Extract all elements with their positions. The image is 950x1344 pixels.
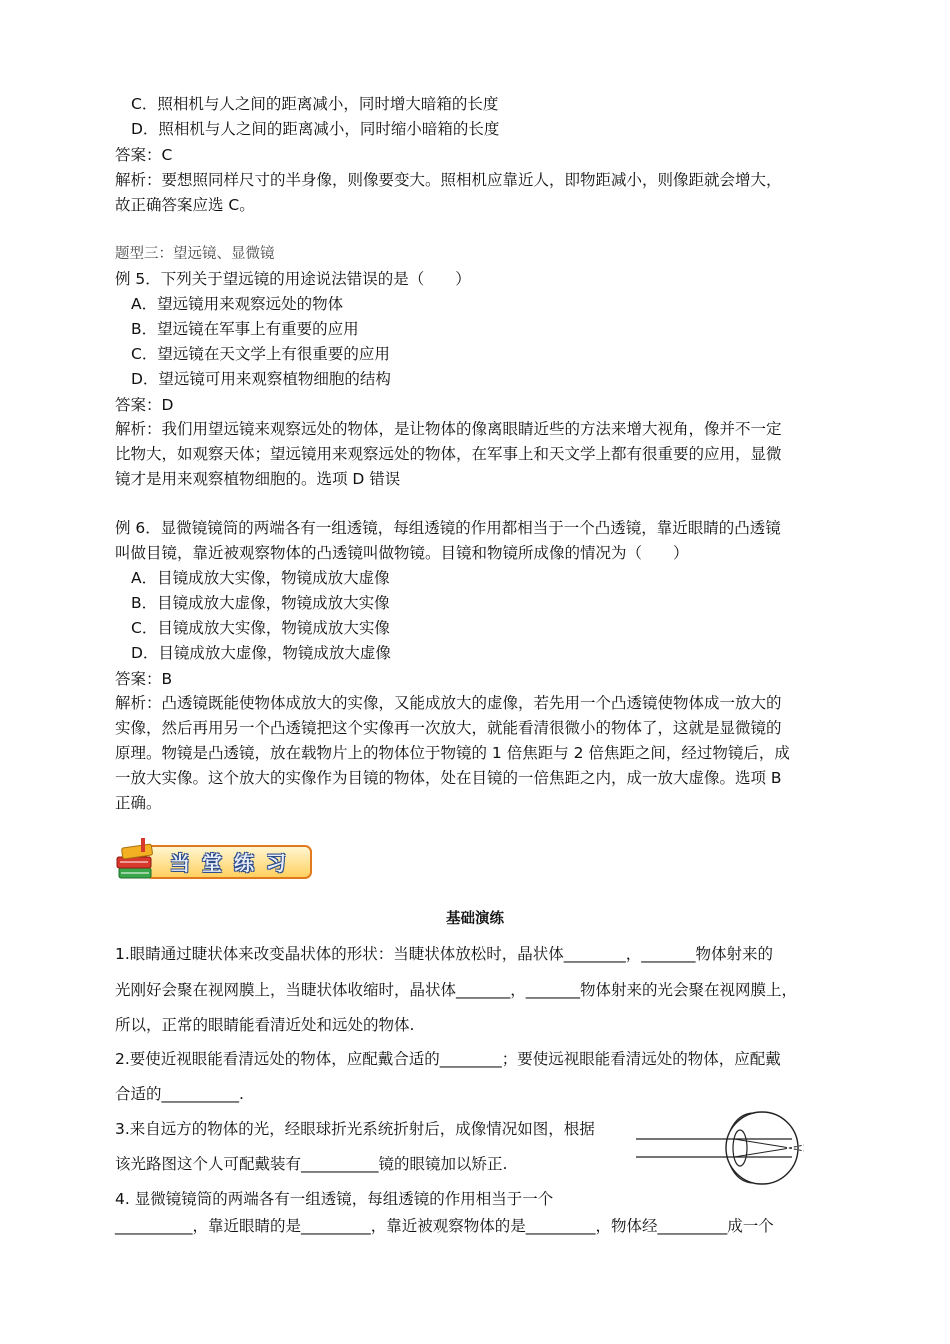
question-1-cont: 光刚好会聚在视网膜上，当睫状体收缩时，晶状体_______，_______物体射来的光会聚在视网膜上， xyxy=(115,981,798,999)
analysis-line: 镜才是用来观察植物细胞的。选项 D 错误 xyxy=(115,470,401,488)
analysis-line: 故正确答案应选 C。 xyxy=(115,196,255,214)
option-a: A．目镜成放大实像，物镜成放大虚像 xyxy=(131,569,390,587)
question-1: 1.眼睛通过睫状体来改变晶状体的形状：当睫状体放松时，晶状体________，_______物体射来的 xyxy=(115,945,774,963)
practice-banner xyxy=(115,836,311,886)
analysis-line: 正确。 xyxy=(115,794,162,812)
analysis-line: 实像，然后再用另一个凸透镜把这个实像再一次放大，就能看清很微小的物体了，这就是显微镜的 xyxy=(115,719,782,737)
example-stem: 例 6．显微镜镜筒的两端各有一组透镜，每组透镜的作用都相当于一个凸透镜，靠近眼睛的凸透镜 xyxy=(115,519,781,537)
analysis-line: 解析：我们用望远镜来观察远处的物体，是让物体的像离眼睛近些的方法来增大视角，像并不一定 xyxy=(115,420,782,438)
option-d: D．望远镜可用来观察植物细胞的结构 xyxy=(131,370,391,388)
answer-line: 答案：C xyxy=(115,146,173,164)
option-a: A．望远镜用来观察远处的物体 xyxy=(131,295,344,313)
option-b: B．望远镜在军事上有重要的应用 xyxy=(131,320,359,338)
option-c: C．照相机与人之间的距离减小，同时增大暗箱的长度 xyxy=(131,95,499,113)
section-title: 题型三：望远镜、显微镜 xyxy=(115,246,275,262)
example-stem: 叫做目镜，靠近被观察物体的凸透镜叫做物镜。目镜和物镜所成像的情况为（ ） xyxy=(115,544,689,562)
question-2-cont: 合适的__________. xyxy=(115,1085,244,1103)
question-3: 3.来自远方的物体的光，经眼球折光系统折射后，成像情况如图，根据 xyxy=(115,1120,595,1138)
option-c: C．望远镜在天文学上有很重要的应用 xyxy=(131,345,390,363)
question-4: 4. 显微镜镜筒的两端各有一组透镜，每组透镜的作用相当于一个 xyxy=(115,1190,554,1208)
analysis-line: 原理。物镜是凸透镜，放在载物片上的物体位于物镜的 1 倍焦距与 2 倍焦距之间，经过物镜后，成 xyxy=(115,744,790,762)
question-2: 2.要使近视眼能看清远处的物体，应配戴合适的________；要使远视眼能看清远处的物体，应配戴 xyxy=(115,1050,781,1068)
books-icon xyxy=(115,836,161,886)
question-4-cont: __________，靠近眼睛的是_________，靠近被观察物体的是_________，物体经_________成一个 xyxy=(115,1217,774,1235)
analysis-line: 解析：凸透镜既能使物体成放大的实像，又能成放大的虚像，若先用一个凸透镜使物体成一放大的 xyxy=(115,694,782,712)
answer-line: 答案：B xyxy=(115,670,173,688)
question-1-cont: 所以，正常的眼睛能看清近处和远处的物体. xyxy=(115,1016,415,1034)
option-b: B．目镜成放大虚像，物镜成放大实像 xyxy=(131,594,390,612)
option-d: D．目镜成放大虚像，物镜成放大虚像 xyxy=(131,644,391,662)
practice-heading: 基础演练 xyxy=(446,911,504,927)
answer-line: 答案：D xyxy=(115,396,174,414)
question-3-cont: 该光路图这个人可配戴装有__________镜的眼镜加以矫正. xyxy=(115,1155,508,1173)
banner-label: 当堂练习 xyxy=(170,851,298,875)
example-stem: 例 5．下列关于望远镜的用途说法错误的是（ ） xyxy=(115,270,471,288)
analysis-line: 比物大，如观察天体；望远镜用来观察远处的物体，在军事上和天文学上都有很重要的应用，显微 xyxy=(115,445,782,463)
eye-ray-diagram xyxy=(632,1105,832,1187)
analysis-line: 一放大实像。这个放大的实像作为目镜的物体，处在目镜的一倍焦距之内，成一放大虚像。选项 B xyxy=(115,769,782,787)
option-c: C．目镜成放大实像，物镜成放大实像 xyxy=(131,619,390,637)
analysis-line: 解析：要想照同样尺寸的半身像，则像要变大。照相机应靠近人，即物距减小，则像距就会增大， xyxy=(115,171,782,189)
option-d: D．照相机与人之间的距离减小，同时缩小暗箱的长度 xyxy=(131,120,500,138)
